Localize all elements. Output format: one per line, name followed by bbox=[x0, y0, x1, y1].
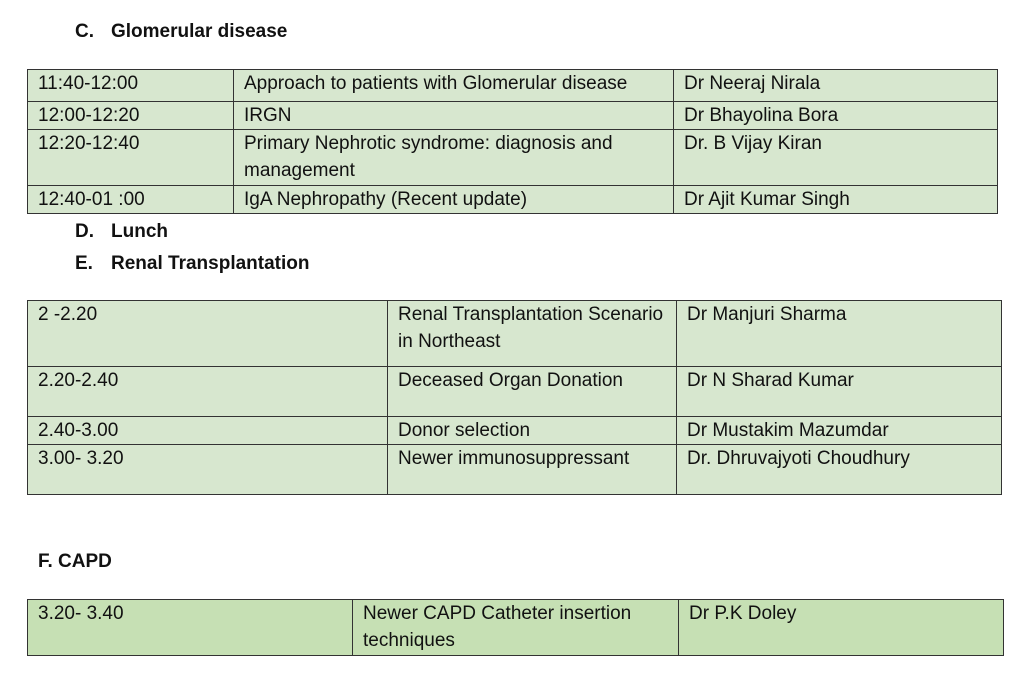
speaker-cell: Dr Manjuri Sharma bbox=[677, 301, 1002, 367]
section-d-title: Lunch bbox=[111, 221, 168, 242]
section-e-title: Renal Transplantation bbox=[111, 253, 310, 274]
speaker-cell: Dr Bhayolina Bora bbox=[674, 102, 998, 130]
section-c-title: Glomerular disease bbox=[111, 21, 288, 42]
speaker-cell: Dr. Dhruvajyoti Choudhury bbox=[677, 445, 1002, 495]
time-cell: 2.40-3.00 bbox=[28, 417, 388, 445]
time-cell: 3.00- 3.20 bbox=[28, 445, 388, 495]
table-row bbox=[28, 301, 1002, 367]
section-e-heading bbox=[75, 253, 309, 275]
table-row bbox=[28, 600, 1004, 656]
topic-cell: IgA Nephropathy (Recent update) bbox=[234, 186, 674, 214]
table-row bbox=[28, 417, 1002, 445]
speaker-cell: Dr Mustakim Mazumdar bbox=[677, 417, 1002, 445]
time-cell: 2 -2.20 bbox=[28, 301, 388, 367]
topic-cell: Newer CAPD Catheter insertion techniques bbox=[353, 600, 679, 656]
time-cell: 3.20- 3.40 bbox=[28, 600, 353, 656]
speaker-cell: Dr Neeraj Nirala bbox=[674, 70, 998, 102]
section-e-letter: E. bbox=[75, 253, 93, 274]
transplant-schedule-table bbox=[27, 300, 1002, 495]
speaker-cell: Dr P.K Doley bbox=[679, 600, 1004, 656]
table-row bbox=[28, 102, 998, 130]
table-row bbox=[28, 130, 998, 186]
section-d-letter: D. bbox=[75, 221, 94, 242]
topic-cell: Newer immunosuppressant bbox=[388, 445, 677, 495]
topic-cell: Primary Nephrotic syndrome: diagnosis and management bbox=[234, 130, 674, 186]
topic-cell: IRGN bbox=[234, 102, 674, 130]
table-row bbox=[28, 445, 1002, 495]
capd-schedule-table bbox=[27, 599, 1004, 656]
time-cell: 12:00-12:20 bbox=[28, 102, 234, 130]
section-c-letter: C. bbox=[75, 21, 94, 42]
topic-cell: Renal Transplantation Scenario in Northeast bbox=[388, 301, 677, 367]
section-c-heading bbox=[75, 21, 287, 43]
topic-cell: Donor selection bbox=[388, 417, 677, 445]
speaker-cell: Dr N Sharad Kumar bbox=[677, 367, 1002, 417]
table-row bbox=[28, 70, 998, 102]
time-cell: 12:40-01 :00 bbox=[28, 186, 234, 214]
table-row bbox=[28, 367, 1002, 417]
time-cell: 12:20-12:40 bbox=[28, 130, 234, 186]
time-cell: 2.20-2.40 bbox=[28, 367, 388, 417]
topic-cell: Deceased Organ Donation bbox=[388, 367, 677, 417]
speaker-cell: Dr. B Vijay Kiran bbox=[674, 130, 998, 186]
speaker-cell: Dr Ajit Kumar Singh bbox=[674, 186, 998, 214]
time-cell: 11:40-12:00 bbox=[28, 70, 234, 102]
glomerular-schedule-table bbox=[27, 69, 998, 214]
section-f-heading: F. CAPD bbox=[38, 551, 112, 572]
table-row bbox=[28, 186, 998, 214]
section-d-heading bbox=[75, 221, 168, 243]
topic-cell: Approach to patients with Glomerular disease bbox=[234, 70, 674, 102]
